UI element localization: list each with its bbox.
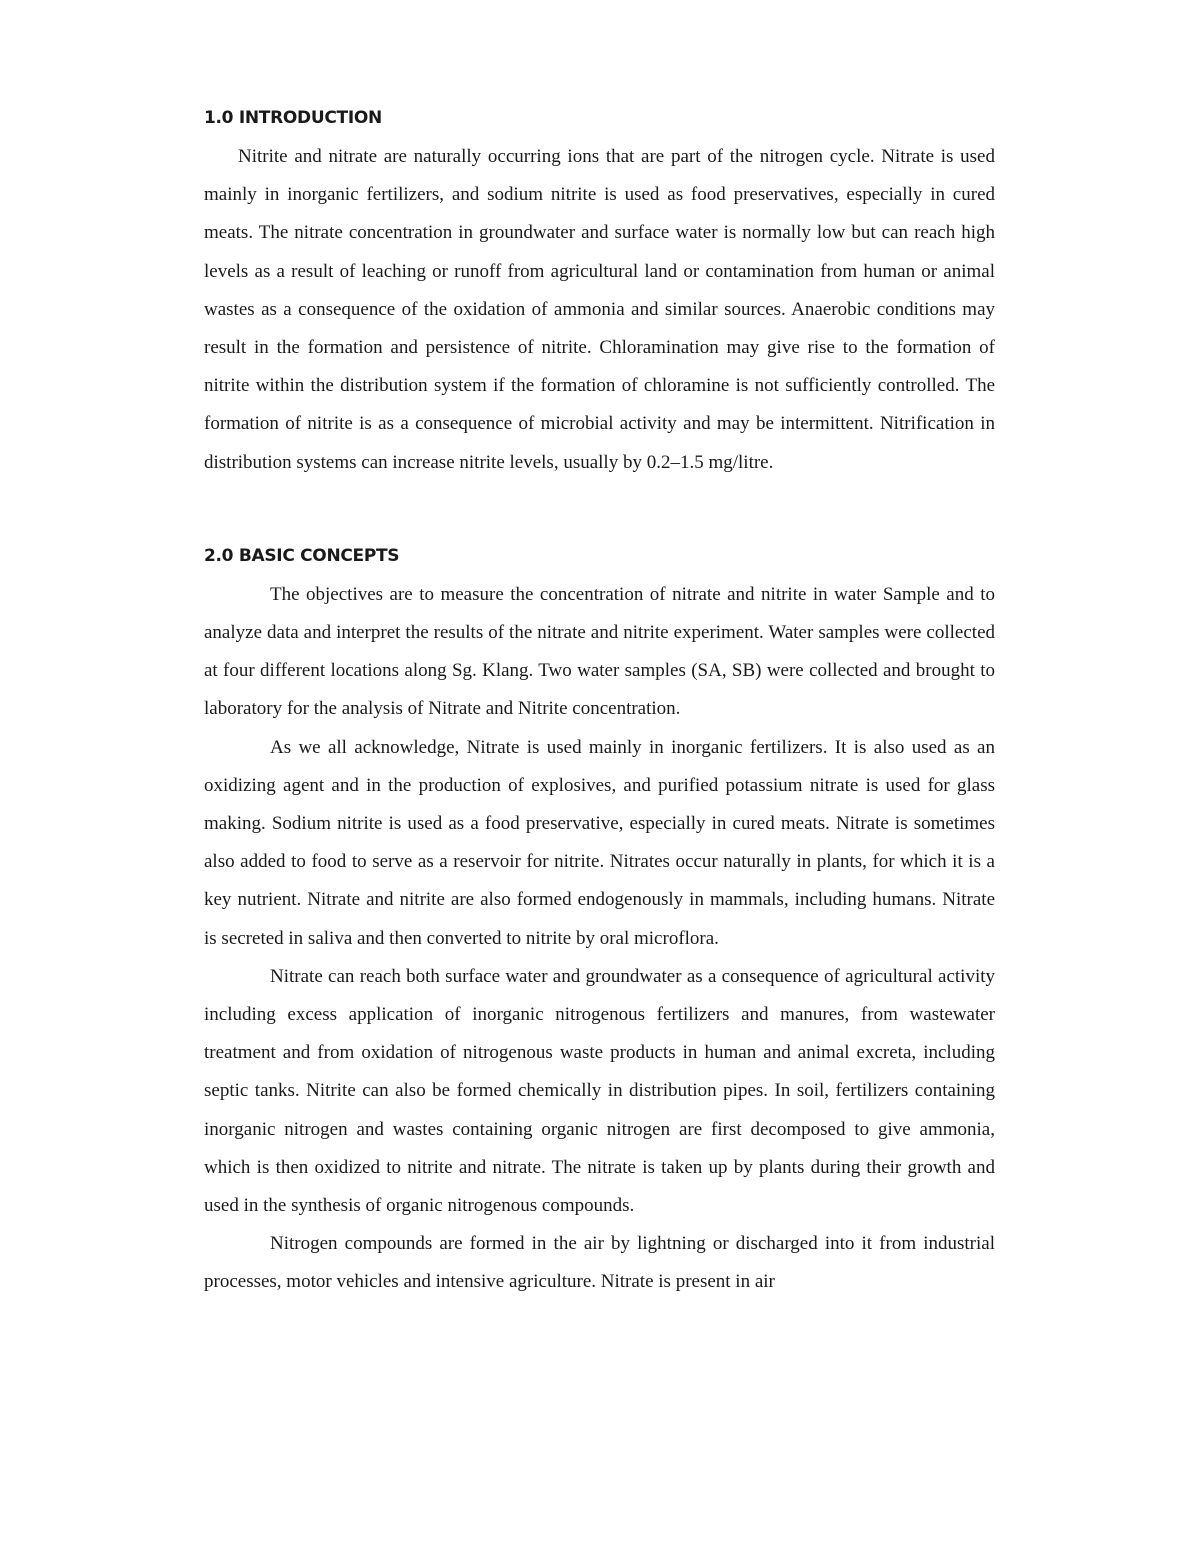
- section-spacer: [204, 482, 995, 536]
- basic-concepts-paragraph-1: The objectives are to measure the concentration of nitrate and nitrite in water Sample and to analyze data and interpret the results of the nitrate and nitrite experiment. Water samples were collected at four different locations along Sg. Klang. Two water samples (SA, SB) were collected and brought to laboratory for the analysis of Nitrate and Nitrite concentration.: [204, 583, 995, 720]
- basic-concepts-paragraph-4: Nitrogen compounds are formed in the air by lightning or discharged into it from industrial processes, motor vehicles and intensive agriculture. Nitrate is present in air: [204, 1233, 995, 1293]
- basic-concepts-paragraph-2: As we all acknowledge, Nitrate is used mainly in inorganic fertilizers. It is also used as an oxidizing agent and in the production of explosives, and purified potassium nitrate is used for glass making. Sodium nitrite is used as a food preservative, especially in cured meats. Nitrate is sometimes also added to food to serve as a reservoir for nitrite. Nitrates occur naturally in plants, for which it is a key nutrient. Nitrate and nitrite are also formed endogenously in mammals, including humans. Nitrate is secreted in saliva and then converted to nitrite by oral microflora.: [204, 736, 995, 949]
- section-heading-basic-concepts: 2.0 BASIC CONCEPTS: [204, 545, 400, 566]
- document-page: [204, 98, 995, 1302]
- basic-concepts-paragraph-3: Nitrate can reach both surface water and groundwater as a consequence of agricultural activity including excess application of inorganic nitrogenous fertilizers and manures, from wastewater treatment and from oxidation of nitrogenous waste products in human and animal excreta, including septic tanks. Nitrite can also be formed chemically in distribution pipes. In soil, fertilizers containing inorganic nitrogen and wastes containing organic nitrogen are first decomposed to give ammonia, which is then oxidized to nitrite and nitrate. The nitrate is taken up by plants during their growth and used in the synthesis of organic nitrogenous compounds.: [204, 965, 995, 1217]
- introduction-paragraph: Nitrite and nitrate are naturally occurring ions that are part of the nitrogen cycle. Nitrate is used mainly in inorganic fertilizers, and sodium nitrite is used as food preservatives, especially in cured meats. The nitrate concentration in groundwater and surface water is normally low but can reach high levels as a result of leaching or runoff from agricultural land or contamination from human or animal wastes as a consequence of the oxidation of ammonia and similar sources. Anaerobic conditions may result in the formation and persistence of nitrite. Chloramination may give rise to the formation of nitrite within the distribution system if the formation of chloramine is not sufficiently controlled. The formation of nitrite is as a consequence of microbial activity and may be intermittent. Nitrification in distribution systems can increase nitrite levels, usually by 0.2–1.5 mg/litre.: [204, 146, 995, 473]
- section-heading-introduction: 1.0 INTRODUCTION: [204, 108, 382, 128]
